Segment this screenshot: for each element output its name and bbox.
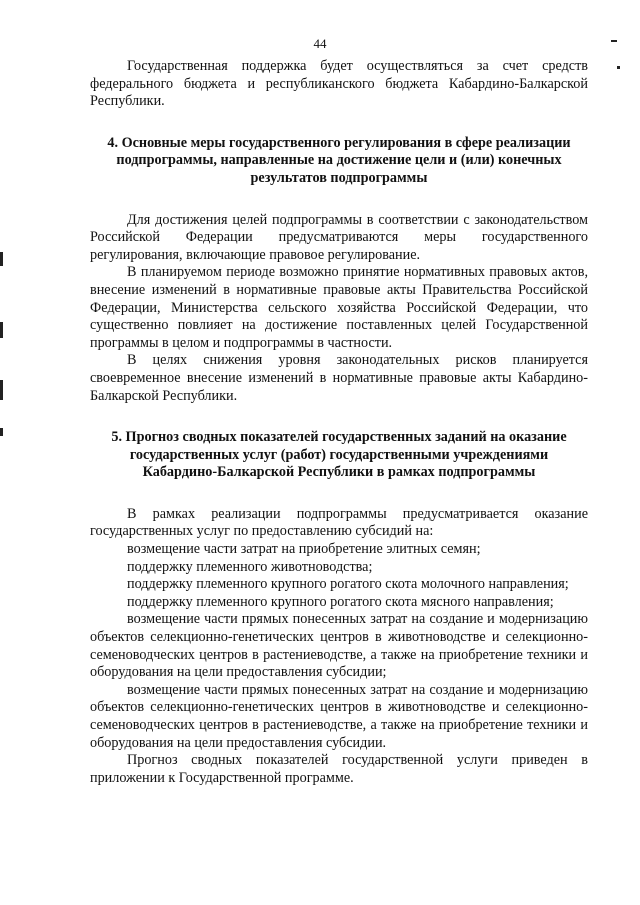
page-number: 44 bbox=[313, 36, 327, 51]
section-5-paragraph-1: В рамках реализации подпрограммы предусматривается оказание государственных услуг по предоставлению субсидий на: bbox=[90, 505, 588, 540]
scan-mark-left-1 bbox=[0, 252, 3, 266]
list-item: возмещение части затрат на приобретение элитных семян; bbox=[127, 541, 481, 558]
list-item: поддержку племенного крупного рогатого скота мясного направления; bbox=[127, 593, 554, 610]
list-item: поддержку племенного животноводства; bbox=[127, 558, 373, 575]
list-item: поддержку племенного крупного рогатого скота молочного направления; bbox=[127, 576, 569, 593]
scan-mark-left-3 bbox=[0, 380, 3, 400]
section-5-heading: 5. Прогноз сводных показателей государственных заданий на оказание государственных услуг (работ) государственными учреждениями Кабардино-Балкарской Республики в рамках подпрограммы bbox=[111, 429, 567, 481]
section-4-paragraph-1: Для достижения целей подпрограммы в соответствии с законодательством Российской Федерации предусматриваются меры государственного регулирования, включающие правовое регулирование. bbox=[90, 211, 588, 263]
section-4-heading: 4. Основные меры государственного регулирования в сфере реализации подпрограммы, направленные на достижение цели и (или) конечных результатов подпрограммы bbox=[107, 134, 571, 186]
scan-mark-right-top bbox=[611, 40, 617, 42]
list-item: возмещение части прямых понесенных затрат на создание и модернизацию объектов селекционно-генетических центров в животноводстве и селекционно-семеноводческих центров в растениеводстве, а также на приобретение техники и оборудования на цели предоставления субсидии; bbox=[90, 611, 588, 681]
scan-mark-left-4 bbox=[0, 428, 3, 436]
document-body bbox=[90, 58, 588, 787]
list-item: возмещение части прямых понесенных затрат на создание и модернизацию объектов селекционно-генетических центров в животноводстве и селекционно-семеноводческих центров в растениеводстве, а также на приобретение техники и оборудования на цели предоставления субсидии. bbox=[90, 681, 588, 751]
section-4-paragraph-2: В планируемом периоде возможно принятие нормативных правовых актов, внесение изменений в нормативные правовые акты Правительства Российской Федерации, Министерства сельского хозяйства Российской Федерации, что существенно повлияет на достижение поставленных целей Государственной программы в целом и подпрограммы в частности. bbox=[90, 264, 588, 351]
scan-mark-left-2 bbox=[0, 322, 3, 338]
intro-paragraph: Государственная поддержка будет осуществляться за счет средств федерального бюджета и республиканского бюджета Кабардино-Балкарской Республики. bbox=[90, 58, 588, 110]
scan-mark-right bbox=[617, 66, 620, 69]
section-4-paragraph-3: В целях снижения уровня законодательных рисков планируется своевременное внесение изменений в нормативные правовые акты Кабардино-Балкарской Республики. bbox=[90, 352, 588, 404]
section-5-closing: Прогноз сводных показателей государственной услуги приведен в приложении к Государственной программе. bbox=[90, 752, 588, 786]
